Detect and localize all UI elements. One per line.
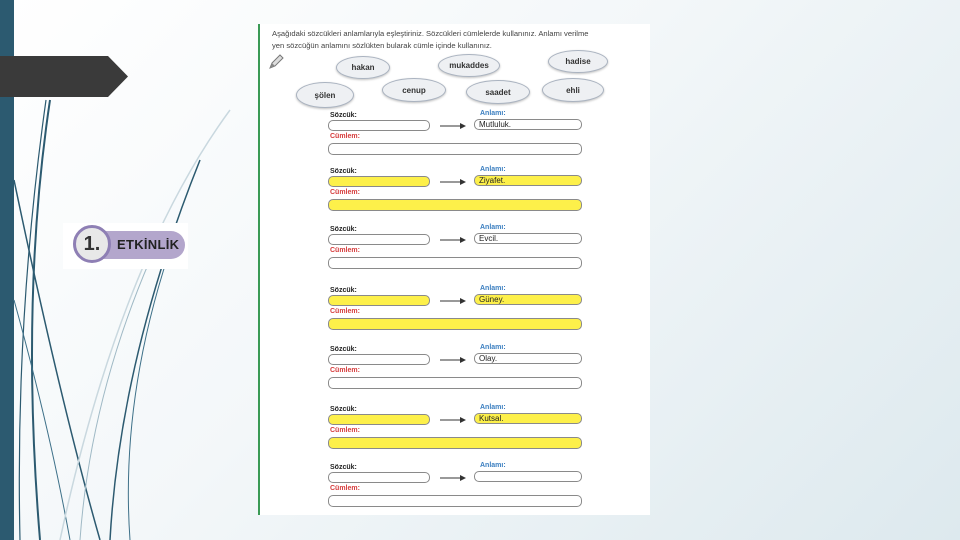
word-label: Sözcük:: [330, 346, 357, 353]
meaning-label: Anlamı:: [480, 344, 506, 351]
arrow-right-icon: [440, 122, 466, 130]
meaning-field[interactable]: Mutluluk.: [474, 119, 582, 130]
sentence-label: Cümlem:: [330, 485, 360, 492]
word-field[interactable]: [328, 234, 430, 245]
sentence-field[interactable]: [328, 257, 582, 269]
meaning-field[interactable]: Güney.: [474, 294, 582, 305]
word-label: Sözcük:: [330, 168, 357, 175]
word-label: Sözcük:: [330, 406, 357, 413]
word-cloud: cenup: [382, 78, 446, 102]
word-label: Sözcük:: [330, 287, 357, 294]
pencil-icon: [268, 54, 284, 70]
arrow-right-icon: [440, 236, 466, 244]
title-arrow-shape: [0, 56, 128, 97]
meaning-field[interactable]: [474, 471, 582, 482]
meaning-label: Anlamı:: [480, 404, 506, 411]
sentence-label: Cümlem:: [330, 247, 360, 254]
meaning-field[interactable]: Olay.: [474, 353, 582, 364]
sentence-field[interactable]: [328, 318, 582, 330]
arrow-right-icon: [440, 297, 466, 305]
arrow-right-icon: [440, 178, 466, 186]
word-field[interactable]: [328, 414, 430, 425]
word-field[interactable]: [328, 176, 430, 187]
word-cloud: ehli: [542, 78, 604, 102]
sentence-field[interactable]: [328, 377, 582, 389]
arrow-right-icon: [440, 474, 466, 482]
instruction-line: yen sözcüğün anlamını sözlükten bularak cümle içinde kullanınız.: [272, 41, 492, 50]
word-field[interactable]: [328, 120, 430, 131]
word-cloud: mukaddes: [438, 54, 500, 77]
instruction-line: Aşağıdaki sözcükleri anlamlarıyla eşleştiriniz. Sözcükleri cümlelerde kullanınız. Anlamı verilme: [272, 29, 589, 38]
word-cloud: saadet: [466, 80, 530, 104]
word-label: Sözcük:: [330, 464, 357, 471]
badge-label: ETKİNLİK: [117, 237, 180, 252]
meaning-field[interactable]: Ziyafet.: [474, 175, 582, 186]
arrow-right-icon: [440, 416, 466, 424]
meaning-label: Anlamı:: [480, 224, 506, 231]
sentence-label: Cümlem:: [330, 367, 360, 374]
sentence-label: Cümlem:: [330, 133, 360, 140]
sentence-label: Cümlem:: [330, 308, 360, 315]
word-label: Sözcük:: [330, 226, 357, 233]
meaning-label: Anlamı:: [480, 166, 506, 173]
sentence-field[interactable]: [328, 199, 582, 211]
word-field[interactable]: [328, 295, 430, 306]
meaning-label: Anlamı:: [480, 285, 506, 292]
worksheet-margin-line: [258, 24, 260, 515]
badge-number: 1.: [73, 225, 111, 263]
sentence-field[interactable]: [328, 495, 582, 507]
word-field[interactable]: [328, 354, 430, 365]
activity-badge: [63, 223, 188, 269]
word-cloud: şölen: [296, 82, 354, 108]
sentence-field[interactable]: [328, 437, 582, 449]
word-label: Sözcük:: [330, 112, 357, 119]
worksheet: [258, 24, 650, 515]
meaning-field[interactable]: Evcil.: [474, 233, 582, 244]
word-field[interactable]: [328, 472, 430, 483]
meaning-label: Anlamı:: [480, 110, 506, 117]
meaning-field[interactable]: Kutsal.: [474, 413, 582, 424]
sentence-field[interactable]: [328, 143, 582, 155]
word-cloud: hadise: [548, 50, 608, 73]
meaning-label: Anlamı:: [480, 462, 506, 469]
instruction-text: [272, 28, 648, 52]
word-cloud: hakan: [336, 56, 390, 79]
sentence-label: Cümlem:: [330, 189, 360, 196]
sentence-label: Cümlem:: [330, 427, 360, 434]
arrow-right-icon: [440, 356, 466, 364]
